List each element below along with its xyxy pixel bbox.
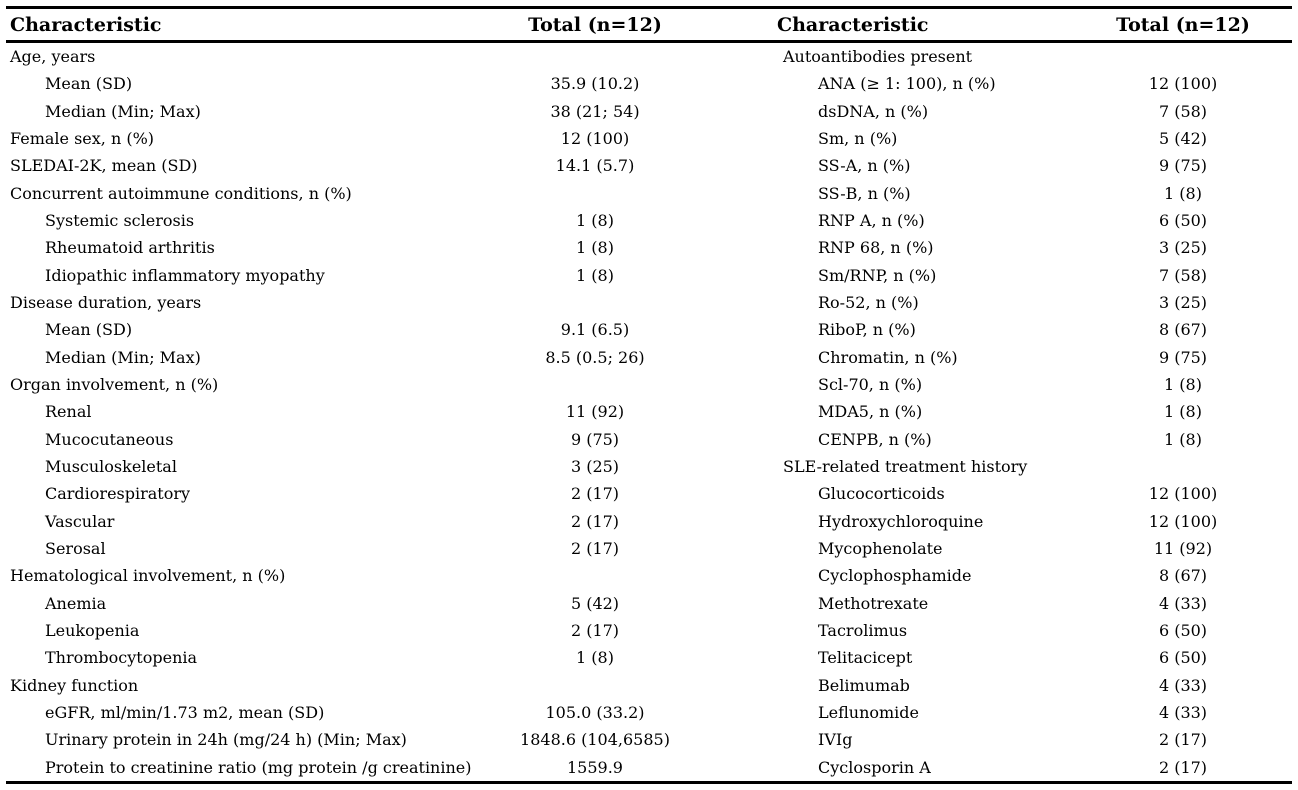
right-total-header: Total (n=12) <box>1116 13 1250 36</box>
left-characteristic-cell: Cardiorespiratory <box>45 484 191 504</box>
right-characteristic-cell: Hydroxychloroquine <box>818 511 984 531</box>
left-value-cell: 35.9 (10.2) <box>550 74 640 94</box>
right-value-cell: 12 (100) <box>1148 74 1218 94</box>
right-value-cell: 4 (33) <box>1158 702 1208 722</box>
right-value-cell: 1 (8) <box>1164 402 1202 422</box>
table-row <box>6 508 1292 535</box>
right-characteristic-cell: dsDNA, n (%) <box>818 101 929 121</box>
left-value-cell: 12 (100) <box>560 128 630 148</box>
right-characteristic-cell: Leflunomide <box>818 702 920 722</box>
left-value-cell: 1 (8) <box>576 648 614 668</box>
right-characteristic-cell: Belimumab <box>818 675 910 695</box>
left-characteristic-cell: SLEDAI-2K, mean (SD) <box>10 156 198 176</box>
table-row <box>6 672 1292 699</box>
right-value-cell: 3 (25) <box>1158 238 1208 258</box>
right-value-cell: 7 (58) <box>1158 265 1208 285</box>
left-characteristic-cell: Thrombocytopenia <box>45 648 198 668</box>
left-characteristic-cell: Organ involvement, n (%) <box>10 374 219 394</box>
right-value-cell: 9 (75) <box>1158 156 1208 176</box>
right-characteristic-cell: Methotrexate <box>818 593 929 613</box>
table-row <box>6 43 1292 70</box>
table-row <box>6 289 1292 316</box>
right-characteristic-cell: RNP 68, n (%) <box>818 238 934 258</box>
right-value-cell: 3 (25) <box>1158 292 1208 312</box>
right-value-cell: 2 (17) <box>1158 730 1208 750</box>
right-value-cell: 1 (8) <box>1164 374 1202 394</box>
table-row <box>6 152 1292 179</box>
left-characteristic-cell: Disease duration, years <box>10 292 202 312</box>
table-row <box>6 617 1292 644</box>
left-characteristic-cell: Median (Min; Max) <box>45 347 201 367</box>
left-total-header: Total (n=12) <box>528 13 662 36</box>
left-characteristic-cell: Idiopathic inflammatory myopathy <box>45 265 325 285</box>
right-value-cell: 9 (75) <box>1158 347 1208 367</box>
right-characteristic-cell: Cyclosporin A <box>818 757 931 777</box>
right-value-cell: 6 (50) <box>1158 210 1208 230</box>
left-value-cell: 5 (42) <box>570 593 620 613</box>
left-characteristic-cell: Mucocutaneous <box>45 429 174 449</box>
table-row <box>6 344 1292 371</box>
left-characteristic-cell: Female sex, n (%) <box>10 128 155 148</box>
left-characteristic-cell: Systemic sclerosis <box>45 210 195 230</box>
right-characteristic-cell: Tacrolimus <box>818 620 908 640</box>
right-characteristic-cell: Sm, n (%) <box>818 128 898 148</box>
left-characteristic-cell: Concurrent autoimmune conditions, n (%) <box>10 183 352 203</box>
left-characteristic-cell: Leukopenia <box>45 620 140 640</box>
right-value-cell: 6 (50) <box>1158 648 1208 668</box>
left-value-cell: 1559.9 <box>567 757 623 777</box>
table-row <box>6 125 1292 152</box>
right-characteristic-cell: RiboP, n (%) <box>818 320 916 340</box>
left-characteristic-cell: Mean (SD) <box>45 320 133 340</box>
table-row <box>6 562 1292 589</box>
left-value-cell: 11 (92) <box>565 402 625 422</box>
table-row <box>6 316 1292 343</box>
right-characteristic-cell: ANA (≥ 1: 100), n (%) <box>818 74 996 94</box>
table-body <box>6 43 1292 781</box>
table-row <box>6 371 1292 398</box>
right-characteristic-cell: Glucocorticoids <box>818 484 945 504</box>
left-characteristic-cell: Urinary protein in 24h (mg/24 h) (Min; Max) <box>45 730 407 750</box>
right-characteristic-cell: Mycophenolate <box>818 538 943 558</box>
right-characteristic-cell: Scl-70, n (%) <box>818 374 923 394</box>
table-row <box>6 480 1292 507</box>
table-row <box>6 398 1292 425</box>
left-value-cell: 1848.6 (104,6585) <box>520 730 670 750</box>
left-characteristic-cell: Age, years <box>10 47 96 66</box>
left-value-cell: 105.0 (33.2) <box>545 702 645 722</box>
table-row <box>6 180 1292 207</box>
right-characteristic-cell: SS-A, n (%) <box>818 156 911 176</box>
left-characteristic-cell: Vascular <box>45 511 115 531</box>
left-value-cell: 2 (17) <box>570 511 620 531</box>
table-row <box>6 262 1292 289</box>
table-header <box>6 9 1292 43</box>
left-characteristic-cell: Kidney function <box>10 675 139 695</box>
right-value-cell: 4 (33) <box>1158 593 1208 613</box>
table-row <box>6 207 1292 234</box>
left-characteristic-header: Characteristic <box>10 13 162 36</box>
right-characteristic-header: Characteristic <box>777 13 929 36</box>
right-characteristic-cell: SLE-related treatment history <box>783 456 1028 476</box>
table-row <box>6 754 1292 781</box>
characteristics-table <box>6 6 1292 784</box>
left-value-cell: 3 (25) <box>570 456 620 476</box>
left-characteristic-cell: Serosal <box>45 538 106 558</box>
right-value-cell: 1 (8) <box>1164 429 1202 449</box>
table-row <box>6 590 1292 617</box>
right-value-cell: 6 (50) <box>1158 620 1208 640</box>
table-row <box>6 535 1292 562</box>
right-value-cell: 4 (33) <box>1158 675 1208 695</box>
right-characteristic-cell: Telitacicept <box>818 648 913 668</box>
left-value-cell: 2 (17) <box>570 538 620 558</box>
table-row <box>6 453 1292 480</box>
table-row <box>6 234 1292 261</box>
right-value-cell: 5 (42) <box>1158 128 1208 148</box>
left-value-cell: 1 (8) <box>576 265 614 285</box>
left-characteristic-cell: eGFR, ml/min/1.73 m2, mean (SD) <box>45 702 325 722</box>
right-characteristic-cell: MDA5, n (%) <box>818 402 923 422</box>
table-row <box>6 98 1292 125</box>
left-value-cell: 14.1 (5.7) <box>555 156 635 176</box>
right-characteristic-cell: IVIg <box>818 730 853 750</box>
right-characteristic-cell: RNP A, n (%) <box>818 210 925 230</box>
left-characteristic-cell: Rheumatoid arthritis <box>45 238 215 258</box>
right-characteristic-cell: Autoantibodies present <box>783 47 973 66</box>
table-row <box>6 699 1292 726</box>
table-row <box>6 726 1292 753</box>
left-value-cell: 8.5 (0.5; 26) <box>545 347 645 367</box>
left-characteristic-cell: Anemia <box>45 593 107 613</box>
left-value-cell: 1 (8) <box>576 210 614 230</box>
right-characteristic-cell: Ro-52, n (%) <box>818 292 919 312</box>
right-characteristic-cell: CENPB, n (%) <box>818 429 932 449</box>
right-value-cell: 11 (92) <box>1153 538 1213 558</box>
left-characteristic-cell: Protein to creatinine ratio (mg protein /g creatinine) <box>45 757 472 777</box>
left-value-cell: 2 (17) <box>570 484 620 504</box>
right-characteristic-cell: Chromatin, n (%) <box>818 347 958 367</box>
right-value-cell: 2 (17) <box>1158 757 1208 777</box>
left-characteristic-cell: Median (Min; Max) <box>45 101 201 121</box>
right-characteristic-cell: SS-B, n (%) <box>818 183 911 203</box>
left-characteristic-cell: Musculoskeletal <box>45 456 177 476</box>
left-value-cell: 2 (17) <box>570 620 620 640</box>
right-value-cell: 12 (100) <box>1148 511 1218 531</box>
right-value-cell: 12 (100) <box>1148 484 1218 504</box>
left-value-cell: 38 (21; 54) <box>550 101 640 121</box>
right-value-cell: 1 (8) <box>1164 183 1202 203</box>
right-characteristic-cell: Cyclophosphamide <box>818 566 972 586</box>
left-characteristic-cell: Mean (SD) <box>45 74 133 94</box>
right-value-cell: 7 (58) <box>1158 101 1208 121</box>
right-value-cell: 8 (67) <box>1158 320 1208 340</box>
left-value-cell: 9 (75) <box>570 429 620 449</box>
left-value-cell: 9.1 (6.5) <box>560 320 630 340</box>
table-row <box>6 644 1292 671</box>
left-characteristic-cell: Renal <box>45 402 92 422</box>
table-row <box>6 426 1292 453</box>
left-characteristic-cell: Hematological involvement, n (%) <box>10 566 286 586</box>
left-value-cell: 1 (8) <box>576 238 614 258</box>
table-row <box>6 70 1292 97</box>
right-value-cell: 8 (67) <box>1158 566 1208 586</box>
right-characteristic-cell: Sm/RNP, n (%) <box>818 265 937 285</box>
